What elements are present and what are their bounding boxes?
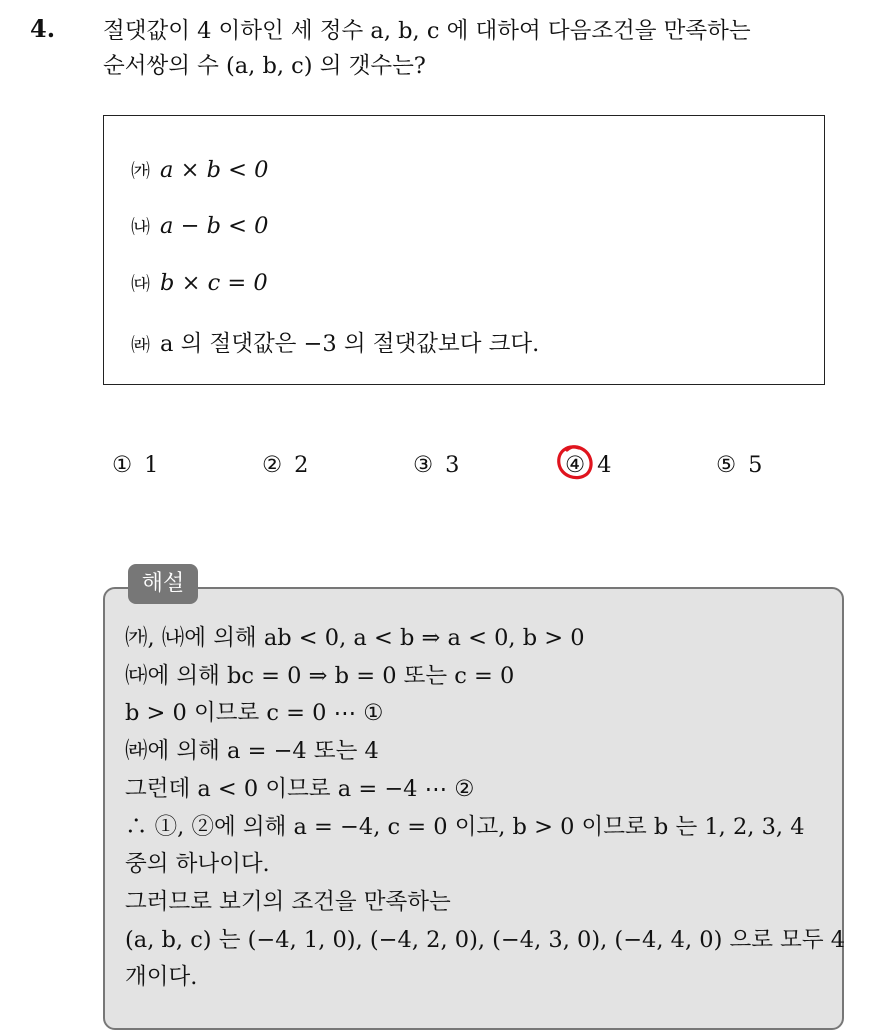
solution-text (125, 620, 846, 997)
solution-tag: 해설 (128, 564, 198, 604)
choice-value: 3 (445, 452, 460, 478)
condition-expr: a × b < 0 (160, 157, 269, 183)
condition-ra (131, 326, 539, 358)
choice-mark: ① (112, 452, 133, 478)
choice-1[interactable] (112, 452, 159, 478)
condition-label: ㈎ (131, 160, 151, 182)
condition-expr: a − b < 0 (160, 213, 269, 239)
solution-line: 그러므로 보기의 조건을 만족하는 (125, 888, 451, 915)
answer-circle-icon (555, 442, 595, 484)
question-line-1: 절댓값이 4 이하인 세 정수 a, b, c 에 대하여 다음조건을 만족하는 (103, 18, 751, 44)
choice-mark: ④ (565, 452, 586, 478)
solution-line: ㈑에 의해 a = −4 또는 4 (125, 738, 379, 765)
condition-expr: b × c = 0 (160, 270, 268, 296)
choice-mark: ③ (413, 452, 434, 478)
choice-value: 1 (144, 452, 159, 478)
solution-line: b > 0 이므로 c = 0 ⋯ ① (125, 700, 384, 727)
conditions-box (103, 115, 825, 385)
solution-line: 개이다. (125, 964, 198, 991)
solution-line: 그런데 a < 0 이므로 a = −4 ⋯ ② (125, 775, 475, 802)
condition-ga (131, 156, 268, 183)
question-number: 4. (30, 14, 56, 43)
question-line-2: 순서쌍의 수 (a, b, c) 의 갯수는? (103, 53, 426, 79)
solution-line: 중의 하나이다. (125, 851, 270, 878)
condition-da (131, 269, 268, 296)
question-text (103, 14, 873, 84)
choice-mark: ⑤ (716, 452, 737, 478)
choice-3[interactable] (413, 452, 460, 478)
choice-value: 2 (294, 452, 309, 478)
choice-value: 5 (748, 452, 763, 478)
condition-label: ㈐ (131, 273, 151, 295)
choice-5[interactable] (716, 452, 763, 478)
condition-label: ㈑ (131, 334, 151, 356)
solution-line: ㈎, ㈏에 의해 ab < 0, a < b ⇒ a < 0, b > 0 (125, 625, 585, 651)
condition-label: ㈏ (131, 216, 151, 238)
condition-na (131, 212, 268, 239)
solution-line: ∴ ①, ②에 의해 a = −4, c = 0 이고, b > 0 이므로 b 는 1, 2, 3, 4 (125, 813, 805, 840)
solution-line: ㈐에 의해 bc = 0 ⇒ b = 0 또는 c = 0 (125, 662, 515, 689)
condition-expr: a 의 절댓값은 −3 의 절댓값보다 크다. (160, 331, 540, 357)
solution-line: (a, b, c) 는 (−4, 1, 0), (−4, 2, 0), (−4, 3, 0), (−4, 4, 0) 으로 모두 4 (125, 926, 846, 953)
choice-2[interactable] (262, 452, 309, 478)
choice-mark: ② (262, 452, 283, 478)
choice-value: 4 (597, 452, 612, 478)
